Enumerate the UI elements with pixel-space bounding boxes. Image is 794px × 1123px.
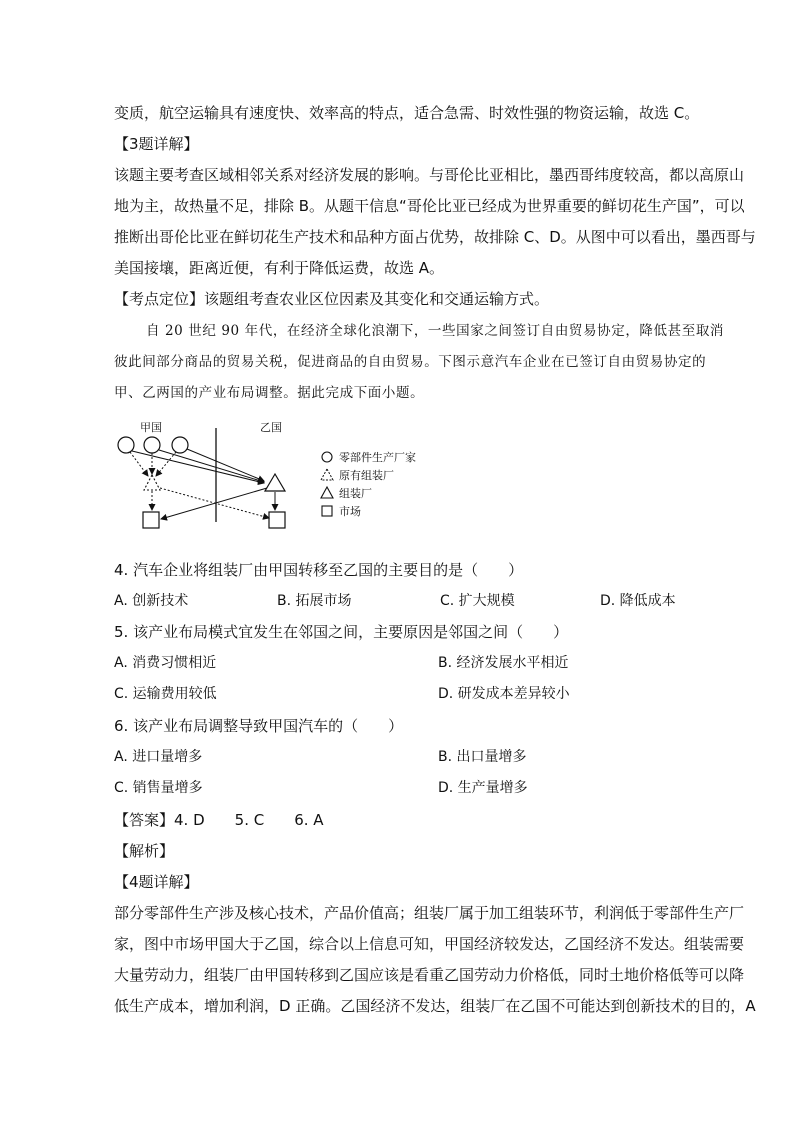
intro-line: 甲、乙两国的产业布局调整。据此完成下面小题。 [114, 385, 425, 401]
section-heading-q4: 【4题详解】 [114, 873, 199, 891]
question-6-stem: 6. 该产业布局调整导致甲国汽车的（ ） [114, 717, 404, 735]
analysis-line: 部分零部件生产涉及核心技术，产品价值高；组装厂属于加工组装环节，利润低于零部件生产厂 [114, 904, 745, 922]
country-b-label: 乙国 [260, 421, 282, 434]
intro-line: 彼此间部分商品的贸易关税，促进商品的自由贸易。下图示意汽车企业在已签订自由贸易协定的 [114, 354, 707, 370]
parts-factory-icon [144, 437, 160, 453]
country-a-label: 甲国 [140, 421, 162, 434]
q5-option-c[interactable]: C. 运输费用较低 [114, 686, 217, 702]
q6-option-b[interactable]: B. 出口量增多 [438, 749, 527, 765]
analysis-line: 大量劳动力，组装厂由甲国转移到乙国应该是看重乙国劳动力价格低，同时土地价格低等可以降 [114, 966, 745, 984]
old-flow [156, 452, 176, 476]
question-5-stem: 5. 该产业布局模式宜发生在邻国之间，主要原因是邻国之间（ ） [114, 623, 569, 641]
q4-option-a[interactable]: A. 创新技术 [114, 593, 189, 609]
analysis-line: 低生产成本，增加利润，D 正确。乙国经济不发达，组装厂在乙国不可能达到创新技术的目的，A [114, 997, 756, 1015]
question-4-stem: 4. 汽车企业将组装厂由甲国转移至乙国的主要目的是（ ） [114, 561, 524, 579]
explanation-line: 美国接壤，距离近便，有利于降低运费，故选 A。 [114, 259, 445, 277]
q4-option-b[interactable]: B. 拓展市场 [277, 593, 352, 609]
market-b-icon [269, 512, 285, 528]
answer-label: 【答案】 [114, 811, 175, 829]
market-a-icon [143, 512, 159, 528]
explanation-line: 推断出哥伦比亚在鲜切花生产技术和品种方面占优势，故排除 C、D。从图中可以看出，墨西哥与 [114, 228, 756, 246]
parts-factory-icon [118, 437, 134, 453]
q5-option-b[interactable]: B. 经济发展水平相近 [438, 655, 569, 671]
old-flow [130, 452, 148, 476]
new-flow [159, 450, 264, 482]
q4-option-d[interactable]: D. 降低成本 [600, 593, 676, 609]
assembly-icon [265, 474, 285, 491]
section-heading-q3: 【3题详解】 [114, 135, 199, 153]
q5-option-d[interactable]: D. 研发成本差异较小 [438, 686, 570, 702]
analysis-line: 家，图中市场甲国大于乙国，综合以上信息可知，甲国经济较发达，乙国经济不发达。组装需要 [114, 935, 745, 953]
answer-row [114, 810, 324, 830]
q6-option-d[interactable]: D. 生产量增多 [438, 780, 528, 796]
legend-parts-label: 零部件生产厂家 [339, 451, 416, 464]
answer-5: 5. C [234, 811, 265, 829]
q6-option-a[interactable]: A. 进口量增多 [114, 749, 203, 765]
industry-layout-diagram [112, 418, 442, 538]
old-assembly-icon [144, 475, 160, 490]
legend-market-icon [322, 506, 332, 516]
answer-6: 6. A [294, 811, 324, 829]
q4-option-c[interactable]: C. 扩大规模 [440, 593, 515, 609]
parts-factory-icon [172, 437, 188, 453]
legend-old-assembly-label: 原有组装厂 [339, 469, 394, 482]
exam-point: 【考点定位】该题组考查农业区位因素及其变化和交通运输方式。 [114, 290, 550, 308]
explanation-line: 变质，航空运输具有速度快、效率高的特点，适合急需、时效性强的物资运输，故选 C。 [114, 104, 700, 122]
legend-assembly-icon [321, 487, 333, 498]
explanation-line: 地为主，故热量不足，排除 B。从题干信息“哥伦比亚已经成为世界重要的鲜切花生产国”，可以 [114, 197, 745, 215]
answer-4: 4. D [174, 811, 205, 829]
intro-line: 自 20 世纪 90 年代，在经济全球化浪潮下，一些国家之间签订自由贸易协定，降低甚至取消 [146, 323, 725, 339]
q6-option-c[interactable]: C. 销售量增多 [114, 780, 203, 796]
legend-parts-icon [322, 452, 332, 462]
analysis-heading: 【解析】 [114, 842, 175, 860]
legend-assembly-label: 组装厂 [339, 487, 372, 500]
legend-market-label: 市场 [339, 505, 361, 518]
new-flow [187, 449, 264, 481]
explanation-line: 该题主要考查区域相邻关系对经济发展的影响。与哥伦比亚相比，墨西哥纬度较高，都以高原山 [114, 166, 745, 184]
q5-option-a[interactable]: A. 消费习惯相近 [114, 655, 217, 671]
legend-old-assembly-icon [321, 469, 333, 480]
